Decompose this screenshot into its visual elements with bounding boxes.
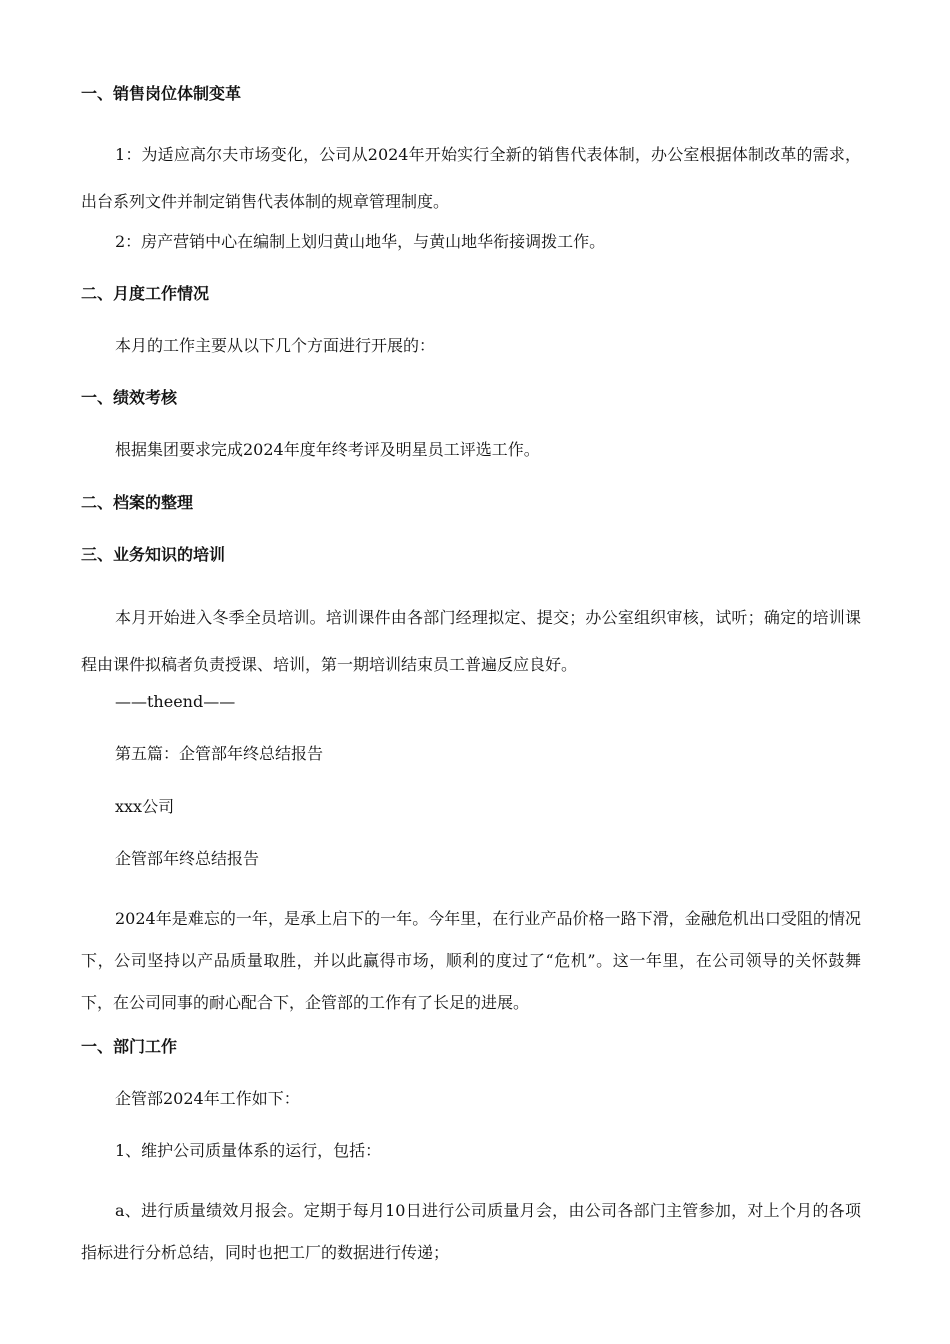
paragraph: 本月的工作主要从以下几个方面进行开展的： — [115, 336, 436, 355]
paragraph: 1：为适应高尔夫市场变化，公司从2024年开始实行全新的销售代表体制，办公室根据体制改革的需求，出台系列文件并制定销售代表体制的规章管理制度。 — [81, 145, 861, 211]
paragraph: 2：房产营销中心在编制上划归黄山地华，与黄山地华衔接调拨工作。 — [115, 232, 606, 251]
paragraph: 1、维护公司质量体系的运行，包括： — [115, 1141, 382, 1160]
paragraph: xxx公司 — [115, 797, 175, 816]
paragraph: 根据集团要求完成2024年度年终考评及明星员工评选工作。 — [115, 440, 540, 459]
section-heading: 一、部门工作 — [81, 1037, 178, 1056]
section-heading: 三、业务知识的培训 — [81, 545, 226, 564]
paragraph: 企管部年终总结报告 — [115, 849, 260, 868]
paragraph: a、进行质量绩效月报会。定期于每月10日进行公司质量月会，由公司各部门主管参加，对上个月的各项指标进行分析总结，同时也把工厂的数据进行传递； — [81, 1201, 861, 1262]
paragraph: 第五篇：企管部年终总结报告 — [115, 744, 324, 763]
paragraph: ——theend—— — [115, 692, 236, 711]
section-heading: 一、绩效考核 — [81, 388, 178, 407]
section-heading: 二、月度工作情况 — [81, 284, 210, 303]
paragraph: 企管部2024年工作如下： — [115, 1089, 300, 1108]
paragraph: 本月开始进入冬季全员培训。培训课件由各部门经理拟定、提交；办公室组织审核，试听；确定的培训课程由课件拟稿者负责授课、培训，第一期培训结束员工普遍反应良好。 — [81, 608, 861, 674]
paragraph: 2024年是难忘的一年，是承上启下的一年。今年里，在行业产品价格一路下滑，金融危机出口受阻的情况下，公司坚持以产品质量取胜，并以此赢得市场，顺利的度过了“危机”。这一年里，在公司领导的关怀鼓舞下，在公司同事的耐心配合下，企管部的工作有了长足的进展。 — [81, 909, 861, 1012]
section-heading: 二、档案的整理 — [81, 493, 194, 512]
section-heading: 一、销售岗位体制变革 — [81, 84, 242, 103]
